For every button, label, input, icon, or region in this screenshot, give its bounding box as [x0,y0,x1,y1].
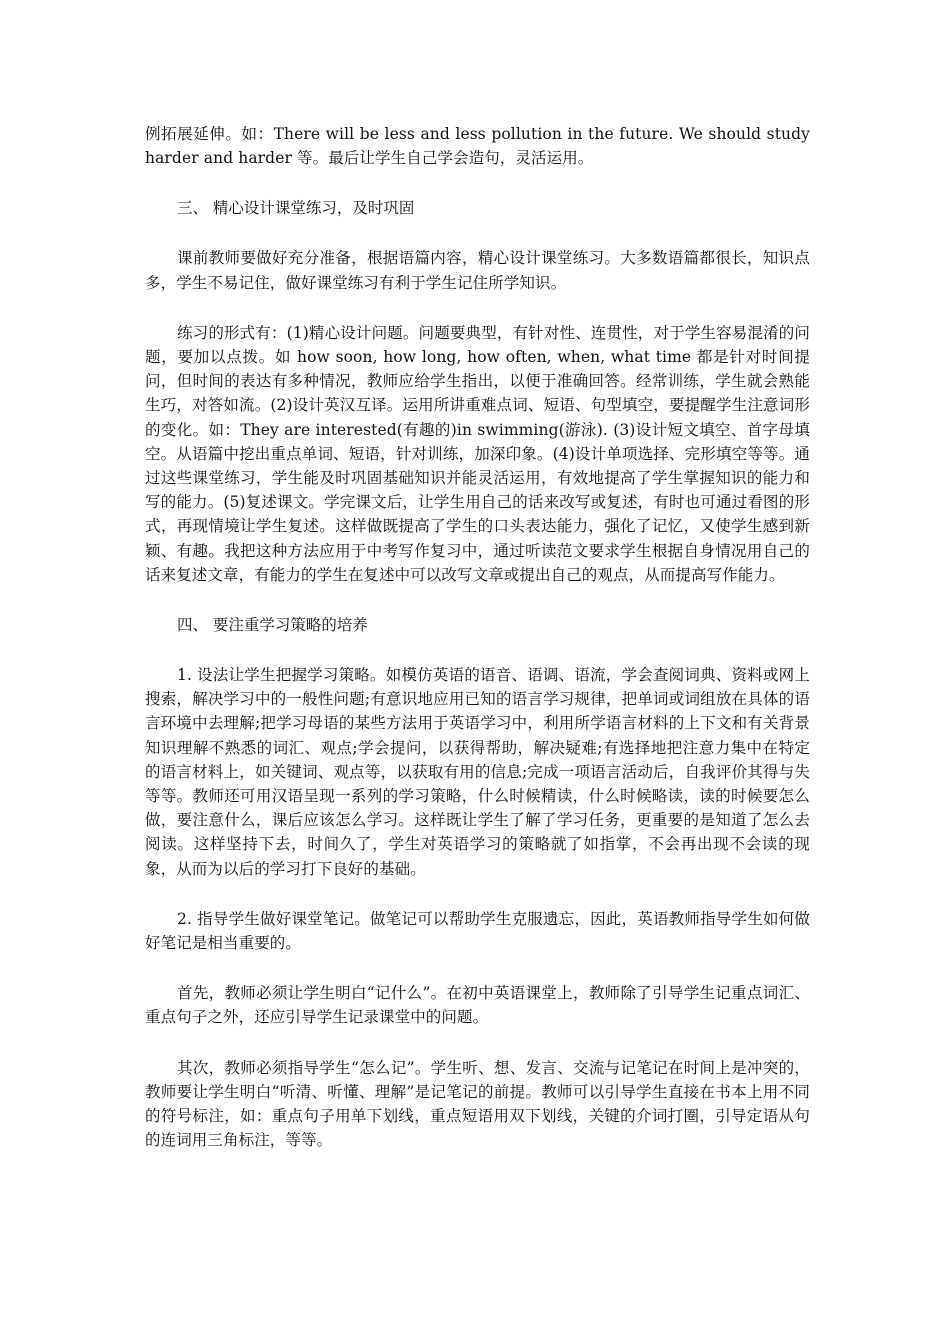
section-heading-three: 三、 精心设计课堂练习，及时巩固 [177,199,415,218]
paragraph-exercise-forms: 练习的形式有：(1)精心设计问题。问题要典型，有针对性、连贯性，对于学生容易混淆的问题，要加以点拨。如 how soon, how long, how often, when, what time 都是针对时间提问，但时间的表达有多种情况，教师应给学生指出，以便于准确回答。经常训练，学生就会熟能生巧，对答如流。(2)设计英汉互译。运用所讲重难点词、短语、句型填空，要提醒学生注意词形的变化。如：They are interested(有趣的)in swimming(游泳). (3)设计短文填空、首字母填空。从语篇中挖出重点单词、短语，针对训练，加深印象。(4)设计单项选择、完形填空等等。通过这些课堂练习，学生能及时巩固基础知识并能灵活运用，有效地提高了学生掌握知识的能力和写的能力。(5)复述课文。学完课文后，让学生用自己的话来改写或复述，有时也可通过看图的形式，再现情境让学生复述。这样做既提高了学生的口头表达能力，强化了记忆，又使学生感到新颖、有趣。我把这种方法应用于中考写作复习中，通过听读范文要求学生根据自身情况用自己的话来复述文章，有能力的学生在复述中可以改写文章或提出自己的观点，从而提高写作能力。 [145,323,810,584]
paragraph-continuation: 例拓展延伸。如：There will be less and less pollution in the future. We should study harder and harder 等。最后让学生自己学会造句，灵活运用。 [145,125,810,168]
paragraph-learning-strategies: 1. 设法让学生把握学习策略。如模仿英语的语音、语调、语流，学会查阅词典、资料或网上搜索，解决学习中的一般性问题;有意识地应用已知的语言学习规律，把单词或词组放在具体的语言环境中去理解;把学习母语的某些方法用于英语学习中，利用所学语言材料的上下文和有关背景知识理解不熟悉的词汇、观点;学会提问，以获得帮助，解决疑难;有选择地把注意力集中在特定的语言材料上，如关键词、观点等，以获取有用的信息;完成一项语言活动后，自我评价其得与失等等。教师还可用汉语呈现一系列的学习策略，什么时候精读，什么时候略读，读的时候要怎么做，要注意什么，课后应该怎么学习。这样既让学生了解了学习任务，更重要的是知道了怎么去阅读。这样坚持下去，时间久了，学生对英语学习的策略就了如指掌，不会再出现不会读的现象，从而为以后的学习打下良好的基础。 [145,666,810,878]
document-body [145,122,810,1179]
paragraph-class-notes: 2. 指导学生做好课堂笔记。做笔记可以帮助学生克服遗忘，因此，英语教师指导学生如何做好笔记是相当重要的。 [145,909,810,953]
paragraph-how-to-note: 其次，教师必须指导学生“怎么记”。学生听、想、发言、交流与记笔记在时间上是冲突的，教师要让学生明白“听清、听懂、理解”是记笔记的前提。教师可以引导学生直接在书本上用不同的符号标注，如：重点句子用单下划线，重点短语用双下划线，关键的介词打圈，引导定语从句的连词用三角标注，等等。 [145,1058,810,1150]
section-heading-four: 四、 要注重学习策略的培养 [177,616,368,635]
paragraph-what-to-note: 首先，教师必须让学生明白“记什么”。在初中英语课堂上，教师除了引导学生记重点词汇、重点句子之外，还应引导学生记录课堂中的问题。 [145,984,810,1027]
paragraph-preparation: 课前教师要做好充分准备，根据语篇内容，精心设计课堂练习。大多数语篇都很长，知识点多，学生不易记住，做好课堂练习有利于学生记住所学知识。 [145,249,810,292]
